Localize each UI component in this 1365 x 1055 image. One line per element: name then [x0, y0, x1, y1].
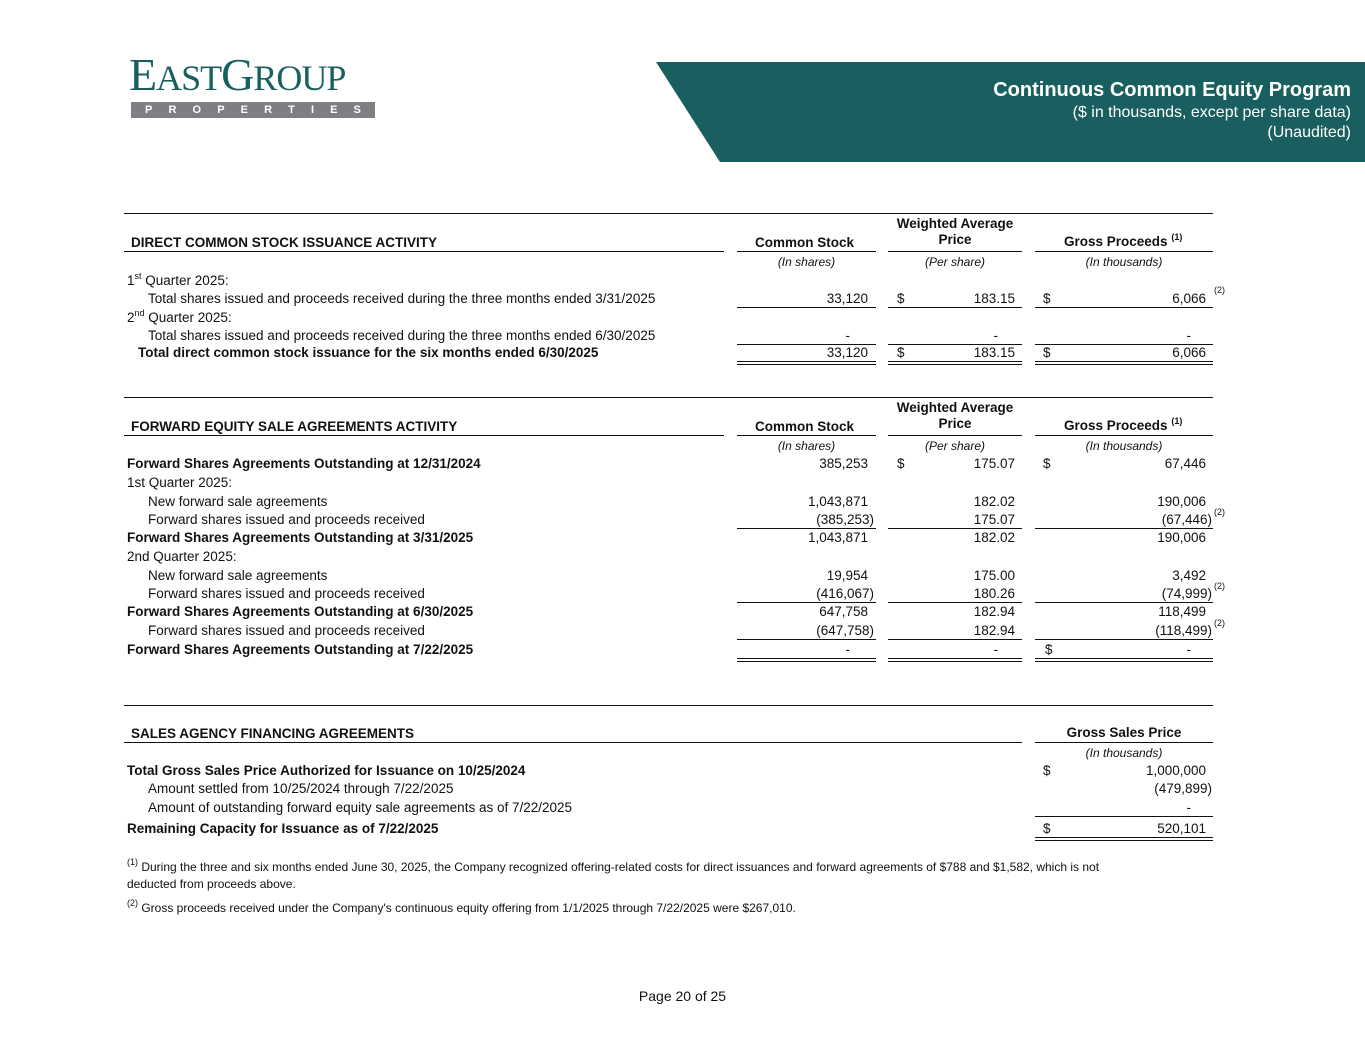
- row-shares: 19,954: [826, 568, 868, 583]
- row-shares: 647,758: [819, 604, 868, 619]
- double-rule: [737, 361, 876, 365]
- row-label: Forward Shares Agreements Outstanding at 12/31/2024: [127, 456, 481, 471]
- unit-in-thousands: (In thousands): [1085, 439, 1163, 453]
- row-shares: 33,120: [826, 291, 868, 306]
- header-rule: [1035, 435, 1213, 436]
- dollar-sign: $: [897, 345, 905, 360]
- row-price: 175.07: [973, 512, 1015, 527]
- unit-in-shares: (In shares): [777, 439, 836, 453]
- sum-rule: [1035, 528, 1213, 529]
- dollar-sign: $: [897, 291, 905, 306]
- section-top-rule: [124, 397, 1213, 398]
- section-title-sales: SALES AGENCY FINANCING AGREEMENTS: [131, 726, 415, 741]
- row-shares: 385,253: [819, 456, 868, 471]
- sum-rule: [888, 528, 1022, 529]
- sum-rule: [1035, 639, 1213, 640]
- header-rule: [1035, 251, 1213, 252]
- row-label: Forward shares issued and proceeds received: [148, 623, 425, 638]
- row-shares: (385,253): [816, 512, 874, 527]
- section-top-rule: [124, 213, 1213, 214]
- sum-rule: [737, 639, 876, 640]
- row-proceeds: (67,446): [1161, 512, 1212, 527]
- section-title-forward: FORWARD EQUITY SALE AGREEMENTS ACTIVITY: [131, 419, 458, 434]
- sum-rule: [1035, 307, 1213, 308]
- row-label: New forward sale agreements: [148, 568, 328, 583]
- double-rule: [1035, 837, 1213, 841]
- row-proceeds: 67,446: [1164, 456, 1206, 471]
- header-rule: [1035, 742, 1213, 743]
- row-proceeds: (118,499): [1155, 623, 1212, 638]
- sum-rule: [888, 602, 1022, 603]
- row-shares: (647,758): [816, 623, 874, 638]
- row-label: Remaining Capacity for Issuance as of 7/22/2025: [127, 821, 439, 836]
- page-subtitle: ($ in thousands, except per share data) (Unaudited): [1072, 104, 1351, 141]
- row-shares: (416,067): [816, 586, 874, 601]
- sum-rule: [888, 639, 1022, 640]
- row-price: 182.02: [973, 530, 1015, 545]
- row-price: 175.07: [973, 456, 1015, 471]
- header-rule: [124, 435, 724, 436]
- row-label: Total Gross Sales Price Authorized for Issuance on 10/25/2024: [127, 763, 526, 778]
- row-label: Amount of outstanding forward equity sale agreements as of 7/22/2025: [148, 800, 573, 815]
- q2-label: 2nd Quarter 2025:: [127, 308, 232, 325]
- q1-label: 1st Quarter 2025:: [127, 271, 229, 288]
- sum-rule: [737, 307, 876, 308]
- footnote-ref: (2): [1214, 581, 1225, 591]
- col-header-wap: Weighted Average Price: [896, 216, 1014, 247]
- row-proceeds: 190,006: [1157, 530, 1206, 545]
- unit-in-thousands: (In thousands): [1085, 746, 1163, 760]
- row-value: 1,000,000: [1145, 763, 1206, 778]
- header-rule: [888, 251, 1022, 252]
- row-proceeds: 6,066: [1172, 291, 1206, 306]
- double-rule: [888, 361, 1022, 365]
- section-title-direct: DIRECT COMMON STOCK ISSUANCE ACTIVITY: [131, 235, 438, 250]
- header-rule: [737, 435, 876, 436]
- dollar-sign: $: [1045, 642, 1053, 657]
- col-header-common-stock: Common Stock: [755, 235, 855, 250]
- col-header-common-stock: Common Stock: [755, 419, 855, 434]
- double-rule: [737, 658, 876, 662]
- total-row-label: Total direct common stock issuance for the six months ended 6/30/2025: [138, 345, 599, 360]
- page-title: Continuous Common Equity Program: [993, 79, 1351, 101]
- logo-properties-bar: P R O P E R T I E S: [131, 102, 375, 118]
- row-label: Amount settled from 10/25/2024 through 7/22/2025: [148, 781, 454, 796]
- row-label: Forward shares issued and proceeds received: [148, 512, 425, 527]
- row-shares: -: [845, 642, 850, 657]
- page-number: Page 20 of 25: [638, 988, 727, 1004]
- double-rule: [1035, 361, 1213, 365]
- double-rule: [1035, 658, 1213, 662]
- company-logo: EASTGROUP: [129, 49, 346, 100]
- dollar-sign: $: [897, 456, 905, 471]
- row-label: Total shares issued and proceeds received during the three months ended 3/31/2025: [148, 291, 656, 306]
- sum-rule: [888, 307, 1022, 308]
- header-rule: [124, 742, 1022, 743]
- footnote-2: $^{(2)}$ Gross proceeds received under the Company's continuous equity offering from 1/1/2025 through 7/22/2025 were $267,010.: [127, 898, 796, 915]
- section-top-rule: [124, 705, 1213, 706]
- dollar-sign: $: [1043, 345, 1051, 360]
- row-label: Forward Shares Agreements Outstanding at 3/31/2025: [127, 530, 474, 545]
- row-price: 182.02: [973, 494, 1015, 509]
- row-proceeds: -: [1186, 642, 1191, 657]
- row-proceeds: (74,999): [1161, 586, 1212, 601]
- header-rule: [888, 435, 1022, 436]
- total-proceeds: 6,066: [1172, 345, 1206, 360]
- unit-per-share: (Per share): [924, 439, 986, 453]
- row-label: Forward Shares Agreements Outstanding at 7/22/2025: [127, 642, 474, 657]
- row-proceeds: -: [1186, 328, 1191, 343]
- footnote-ref: (2): [1214, 285, 1225, 295]
- sum-rule: [1035, 816, 1213, 817]
- row-label: 2nd Quarter 2025:: [127, 549, 237, 564]
- row-value: 520,101: [1157, 821, 1206, 836]
- row-price: -: [993, 642, 998, 657]
- row-label: Forward shares issued and proceeds received: [148, 586, 425, 601]
- col-header-gross-proceeds: Gross Proceeds $^{(1)}$: [1064, 416, 1183, 433]
- row-price: 182.94: [973, 604, 1015, 619]
- footnote-1: $^{(1)}$ During the three and six months ended June 30, 2025, the Company recognized offering-related costs for direct issuances and forward agreements of $788 and $1,582, which is not deducted from proceeds above.: [127, 857, 1100, 891]
- footnote-ref: (2): [1214, 507, 1225, 517]
- row-shares: 1,043,871: [807, 530, 868, 545]
- dollar-sign: $: [1043, 291, 1051, 306]
- dollar-sign: $: [1043, 763, 1051, 778]
- row-proceeds: 190,006: [1157, 494, 1206, 509]
- row-price: -: [993, 328, 998, 343]
- dollar-sign: $: [1043, 821, 1051, 836]
- footnote-ref: (2): [1214, 618, 1225, 628]
- unit-per-share: (Per share): [924, 255, 986, 269]
- row-proceeds: 118,499: [1158, 604, 1206, 619]
- row-label: Total shares issued and proceeds received during the three months ended 6/30/2025: [148, 328, 656, 343]
- row-value: (479,899): [1154, 781, 1212, 796]
- row-shares: 1,043,871: [807, 494, 868, 509]
- row-label: New forward sale agreements: [148, 494, 328, 509]
- header-rule: [124, 251, 724, 252]
- row-price: 182.94: [973, 623, 1015, 638]
- total-price: 183.15: [973, 345, 1015, 360]
- total-shares: 33,120: [826, 345, 868, 360]
- sum-rule: [737, 602, 876, 603]
- row-price: 183.15: [973, 291, 1015, 306]
- row-label: Forward Shares Agreements Outstanding at 6/30/2025: [127, 604, 474, 619]
- row-price: 175.00: [973, 568, 1015, 583]
- row-label: 1st Quarter 2025:: [127, 475, 233, 490]
- col-header-gross-proceeds: Gross Proceeds $^{(1)}$: [1064, 232, 1183, 249]
- row-value: -: [1186, 800, 1191, 815]
- row-price: 180.26: [973, 586, 1015, 601]
- double-rule: [888, 658, 1022, 662]
- dollar-sign: $: [1043, 456, 1051, 471]
- row-proceeds: 3,492: [1172, 568, 1206, 583]
- header-rule: [737, 251, 876, 252]
- row-shares: -: [845, 328, 850, 343]
- unit-in-thousands: (In thousands): [1085, 255, 1163, 269]
- col-header-wap: Weighted Average Price: [896, 400, 1014, 431]
- unit-in-shares: (In shares): [777, 255, 836, 269]
- sum-rule: [1035, 602, 1213, 603]
- sum-rule: [737, 528, 876, 529]
- col-header-gross-sales-price: Gross Sales Price: [1066, 725, 1182, 740]
